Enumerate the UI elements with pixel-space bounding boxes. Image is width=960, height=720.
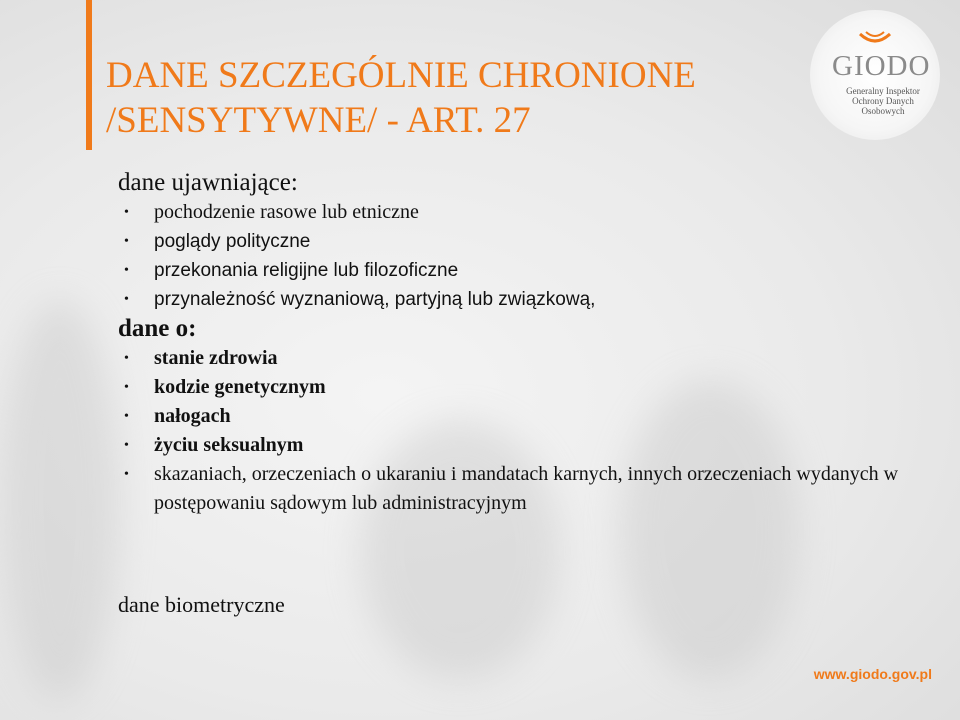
list-item: • pochodzenie rasowe lub etniczne [118, 198, 918, 227]
bullet-icon: • [124, 409, 129, 424]
logo-emblem-icon [858, 30, 892, 48]
bullet-icon: • [124, 205, 129, 220]
list-item: • poglądy polityczne [118, 227, 918, 256]
list-item: • przynależność wyznaniową, partyjną lub związkową, [118, 285, 918, 314]
list-item: • życiu seksualnym [118, 431, 918, 460]
bullet-icon: • [124, 438, 129, 453]
giodo-logo [792, 0, 960, 150]
list-item: • nałogach [118, 402, 918, 431]
list-item: • skazaniach, orzeczeniach o ukaraniu i mandatach karnych, innych orzeczeniach wydanych w postępowaniu sądowym lub administracyjnym [118, 460, 918, 518]
section1-heading: dane ujawniające: [118, 169, 298, 196]
list-item: • stanie zdrowia [118, 344, 918, 373]
bullet-icon: • [124, 234, 129, 249]
bullet-icon: • [124, 380, 129, 395]
title-accent-bar [86, 0, 92, 150]
bullet-icon: • [124, 467, 129, 482]
logo-subtitle: Generalny Inspektor Ochrony Danych Osobowych [846, 86, 920, 116]
bullet-icon: • [124, 263, 129, 278]
section2-list [118, 344, 918, 518]
bullet-icon: • [124, 351, 129, 366]
section2-heading: dane o: [118, 315, 197, 342]
website-link[interactable]: www.giodo.gov.pl [813, 666, 932, 682]
slide-content [118, 168, 918, 518]
section1-list [118, 198, 918, 314]
biometric-data-label: dane biometryczne [118, 592, 285, 617]
slide-title-line1: DANE SZCZEGÓLNIE CHRONIONE [106, 54, 696, 96]
list-item: • kodzie genetycznym [118, 373, 918, 402]
background-shape [0, 300, 120, 700]
list-item: • przekonania religijne lub filozoficzne [118, 256, 918, 285]
bullet-icon: • [124, 292, 129, 307]
slide-title-line2: /SENSYTYWNE/ - ART. 27 [106, 99, 531, 141]
slide-title [106, 53, 746, 143]
logo-wordmark: GIODO [832, 50, 931, 82]
